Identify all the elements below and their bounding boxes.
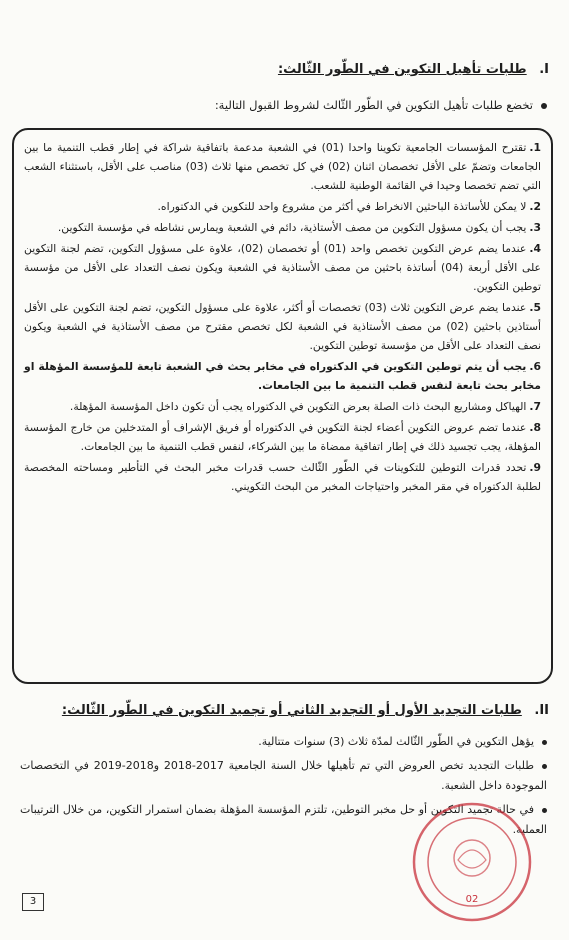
conditions-box	[12, 128, 553, 684]
condition-item: 9.تحدد قدرات التوطين للتكوينات في الطّور الثّالث حسب قدرات مخبر البحث في التأطير ومساحته المخصصة لطلبة الدكتوراه في مقر المخبر واحتياجات المخبر من البحث التكويني.	[24, 461, 541, 493]
condition-item: 4.عندما يضم عرض التكوين تخصص واحد (01) أو تخصصان (02)، علاوة على مسؤول التكوين، تضم لجنة التكوين على الأقل أربعة (04) أساتذة باحثين من مصف الأستاذية في الشعبة ويكون نصف التعداد على الأقل من مؤسسة توطين التكوين.	[24, 242, 542, 293]
list-item: يؤهل التكوين في الطّور الثّالث لمدّة ثلاث (3) سنوات متتالية.	[20, 732, 547, 752]
page-number: 3	[22, 893, 44, 911]
section2-title: طلبات التجديد الأول أو التجديد الثاني أو تجميد التكوين في الطّور الثّالث:	[61, 703, 522, 718]
section1-number: I.	[539, 62, 549, 77]
condition-item: 5.عندما يضم عرض التكوين ثلاث (03) تخصصات أو أكثر، علاوة على مسؤول التكوين، تضم لجنة التكوين على الأقل أستاذين باحثين (02) من مصف الأستاذية في الشعبة لكل تخصص مقترح من مصف الأستاذية في الشعبة ويكون نصف التعداد على الأقل من مؤسسة توطين التكوين.	[24, 301, 542, 352]
stamp-number: 02	[465, 894, 479, 905]
section2-number: II.	[534, 703, 549, 718]
list-item: طلبات التجديد تخص العروض التي تم تأهيلها خلال السنة الجامعية 2017-2018 و2018-2019 في التخصصات الموجودة داخل الشعبة.	[20, 759, 547, 792]
condition-item: 7.الهياكل ومشاريع البحث ذات الصلة بعرض التكوين في الدكتوراه يجب أن تكون داخل المؤسسة المؤهلة.	[69, 400, 541, 413]
section2-heading	[20, 703, 549, 718]
bullet-icon	[542, 740, 547, 745]
condition-item: 8.عندما تضم عروض التكوين أعضاء لجنة التكوين في الدكتوراه أو فريق الإشراف أو المتدخلين من خارج المؤسسة المؤهلة، يجب تجسيد ذلك في إطار اتفاقية ممضاة ما بين الشركاء، لنفس قطب التنمية ما بين الجامعات.	[24, 421, 541, 453]
bullet-icon	[541, 103, 547, 109]
list-item: في حالة تجميد التكوين أو حل مخبر التوطين، تلتزم المؤسسة المؤهلة بضمان استمرار التكوين، من خلال الترتيبات العملية.	[20, 803, 547, 836]
condition-item: 6.يجب أن يتم توطين التكوين في الدكتوراه في مخابر بحث في الشعبة تابعة للمؤسسة المؤهلة او مخابر بحث تابعة لنفس قطب التنمية ما بين الجامعات.	[24, 360, 541, 392]
section1-heading	[20, 62, 549, 77]
section1-title: طلبات تأهيل التكوين في الطّور الثّالث:	[277, 62, 527, 77]
section1-intro	[20, 96, 547, 114]
official-stamp	[410, 800, 535, 925]
condition-item: 3.يجب أن يكون مسؤول التكوين من مصف الأستاذية، دائم في الشعبة ويمارس نشاطه في مؤسسة التكوين.	[57, 221, 541, 234]
bullet-icon	[542, 808, 547, 813]
intro-text: تخضع طلبات تأهيل التكوين في الطّور الثّالث لشروط القبول التالية:	[214, 98, 533, 112]
bullet-icon	[542, 764, 547, 769]
condition-item: 2.لا يمكن للأساتذة الباحثين الانخراط في أكثر من مشروع واحد للتكوين في الدكتوراه.	[157, 200, 541, 213]
condition-item: 1.تقترح المؤسسات الجامعية تكوينا واحدا (01) في الشعبة مدعمة باتفاقية شراكة في إطار قطب التنمية ما بين الجامعات وتضمّ على الأقل تخصصان اثنان (02) في كل تخصص منها ثلاث (03) مناصب على الأقل، باستثناء الشعب التي تضم تخصصا وحيدا في القائمة الوطنية للشعب.	[24, 141, 541, 192]
